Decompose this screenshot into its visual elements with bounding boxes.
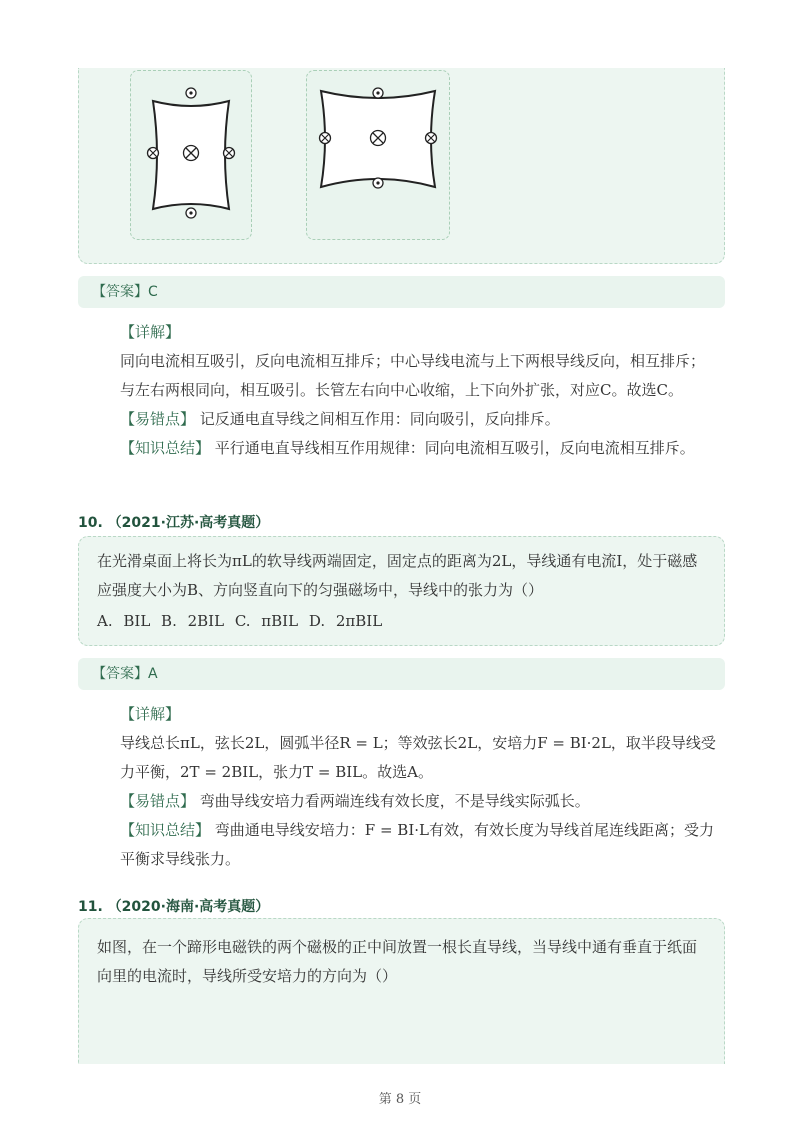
question-options-q10: A. BIL B. 2BIL C. πBIL D. 2πBIL	[97, 612, 383, 630]
tube-diagram-right	[307, 71, 449, 239]
cross-symbol-center	[184, 146, 199, 161]
cross-symbol-left	[320, 133, 331, 144]
question-stem-q10: 在光滑桌面上将长为πL的软导线两端固定，固定点的距离为2L，导线通有电流I，处于磁感应强度大小为B、方向竖直向下的匀强磁场中，导线中的张力为（）	[97, 552, 698, 599]
error-text: 弯曲导线安培力看两端连线有效长度，不是导线实际弧长。	[199, 792, 590, 810]
figure-option-right	[306, 70, 450, 240]
page-number: 第 8 页	[378, 1092, 422, 1107]
question-header-q11: 11. （2020·海南·高考真题）	[78, 899, 270, 915]
error-tag: 【易错点】	[120, 410, 196, 428]
summary-tag: 【知识总结】	[120, 439, 211, 457]
dot-symbol-bottom	[373, 178, 383, 188]
cross-symbol-right	[426, 133, 437, 144]
explanation-q9	[90, 318, 716, 463]
detail-tag: 【详解】	[120, 705, 181, 723]
dot-symbol-top	[373, 88, 383, 98]
dot-symbol-bottom	[186, 208, 196, 218]
detail-tag: 【详解】	[120, 323, 181, 341]
summary-tag: 【知识总结】	[120, 821, 211, 839]
question-stem-q11: 如图，在一个蹄形电磁铁的两个磁极的正中间放置一根长直导线，当导线中通有垂直于纸面向里的电流时，导线所受安培力的方向为（）	[97, 938, 698, 985]
dot-symbol-top	[186, 88, 196, 98]
tube-diagram-left	[131, 71, 251, 239]
cross-symbol-center	[371, 131, 386, 146]
figure-option-left	[130, 70, 252, 240]
question-box-q11	[78, 918, 725, 1064]
error-tag: 【易错点】	[120, 792, 196, 810]
answer-bar-q9: 【答案】C	[78, 276, 725, 308]
cross-symbol-left	[148, 148, 159, 159]
summary-text: 弯曲通电导线安培力：F = BI·L有效，有效长度为导线首尾连线距离；受力平衡求导线张力。	[120, 821, 714, 868]
summary-text: 平行通电直导线相互作用规律：同向电流相互吸引，反向电流相互排斥。	[214, 439, 695, 457]
question-header-q10: 10. （2021·江苏·高考真题）	[78, 515, 270, 531]
detail-text: 同向电流相互吸引，反向电流相互排斥；中心导线电流与上下两根导线反向，相互排斥；与左右两根同向，相互吸引。长管左右向中心收缩，上下向外扩张，对应C。故选C。	[120, 352, 706, 399]
explanation-q10	[90, 700, 716, 874]
detail-text: 导线总长πL，弦长2L，圆弧半径R = L；等效弦长2L，安培力F = BI·2L，取半段导线受力平衡，2T = 2BIL，张力T = BIL。故选A。	[120, 734, 716, 781]
cross-symbol-right	[224, 148, 235, 159]
error-text: 记反通电直导线之间相互作用：同向吸引，反向排斥。	[199, 410, 560, 428]
answer-bar-q10: 【答案】A	[78, 658, 725, 690]
question-box-q10	[78, 536, 725, 646]
